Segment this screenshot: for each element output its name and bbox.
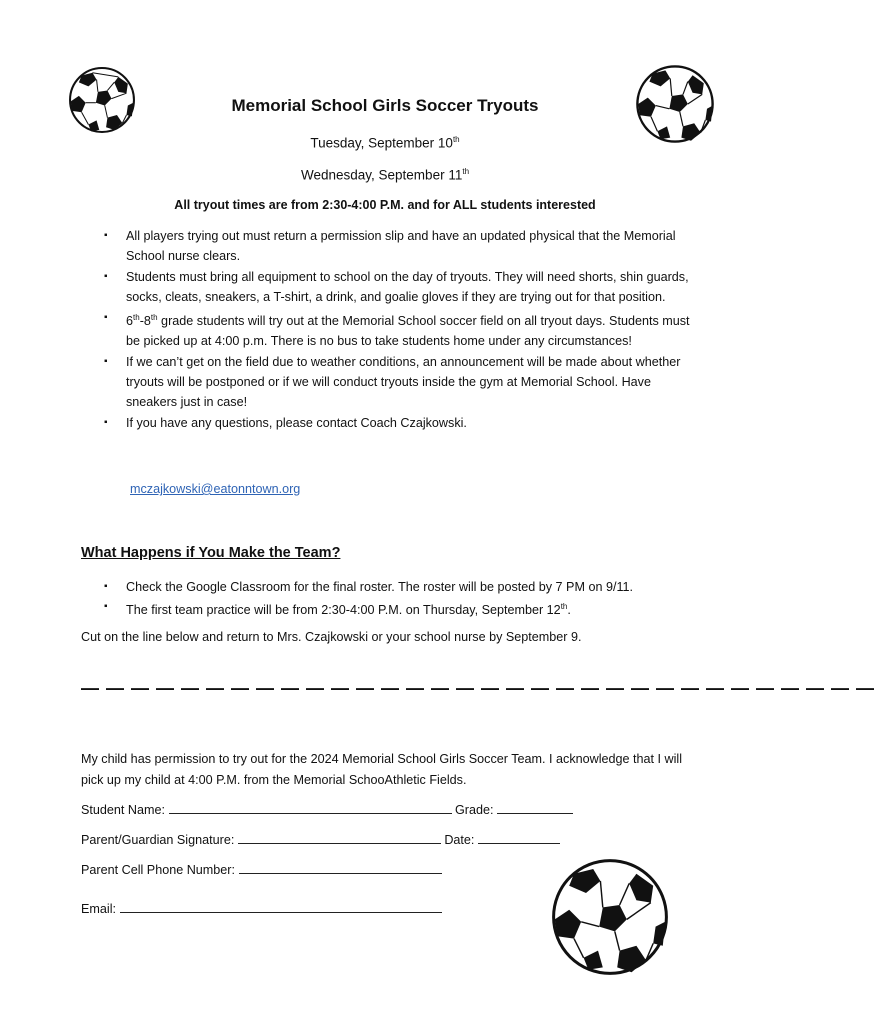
tryout-times: All tryout times are from 2:30-4:00 P.M. and for ALL students interested — [174, 198, 596, 212]
grade-field[interactable] — [497, 801, 573, 814]
signature-field[interactable] — [238, 831, 441, 844]
student-row — [81, 801, 573, 817]
email-label: Email: — [81, 902, 116, 916]
tryout-rules-list — [104, 226, 694, 433]
cut-instruction: Cut on the line below and return to Mrs. Czajkowski or your school nurse by September 9. — [81, 630, 582, 644]
signature-label: Parent/Guardian Signature: — [81, 833, 235, 847]
email-row — [81, 900, 442, 916]
phone-label: Parent Cell Phone Number: — [81, 863, 236, 877]
tryout-date-2: Wednesday, September 11th — [300, 167, 470, 183]
list-item: ▪ All players trying out must return a permission slip and have an updated physical that the Memorial School nurse clears. — [104, 226, 694, 267]
page-title: Memorial School Girls Soccer Tryouts — [231, 96, 539, 115]
list-item: ▪ Check the Google Classroom for the final roster. The roster will be posted by 7 PM on 9/11. — [104, 577, 694, 597]
student-name-field[interactable] — [169, 801, 452, 814]
student-name-label: Student Name: — [81, 803, 166, 817]
phone-field[interactable] — [239, 861, 442, 874]
team-info-list — [104, 577, 694, 621]
email-field[interactable] — [120, 900, 442, 913]
team-section-heading: What Happens if You Make the Team? — [81, 545, 341, 561]
permission-statement: My child has permission to try out for the 2024 Memorial School Girls Soccer Team. I acknowledge that I will pick up my child at 4:00 P.M. from the Memorial SchooAthletic Fields. — [81, 752, 683, 787]
soccer-ball-icon — [550, 855, 670, 979]
signature-row — [81, 831, 560, 847]
list-item: ▪ Students must bring all equipment to school on the day of tryouts. They will need shorts, shin guards, socks, cleats, sneakers, a T-shirt, a drink, and goalie gloves if they are trying out for that position. — [104, 267, 694, 308]
list-item: ▪ If we can’t get on the field due to weather conditions, an announcement will be made about whether tryouts will be postponed or if we will conduct tryouts inside the gym at Memorial School. Have sneakers just in case! — [104, 352, 694, 413]
date-label: Date: — [444, 833, 475, 847]
phone-row — [81, 861, 442, 877]
list-item: ▪ The first team practice will be from 2:30-4:00 P.M. on Thursday, September 12th. — [104, 597, 694, 621]
date-field[interactable] — [478, 831, 560, 844]
coach-email-link[interactable]: mczajkowski@eatonntown.org — [130, 482, 301, 496]
cut-line: — — — — — — — — — — — — — — — — — — — — — — — — — — — — — — — — — [81, 678, 875, 698]
tryout-date-1: Tuesday, September 10th — [310, 135, 460, 151]
list-item: ▪ If you have any questions, please contact Coach Czajkowski. — [104, 413, 694, 433]
list-item: ▪ 6th-8th grade students will try out at the Memorial School soccer field on all tryout days. Students must be picked up at 4:00 p.m. There is no bus to take students home under any circumstances! — [104, 308, 694, 352]
grade-label: Grade: — [455, 803, 494, 817]
